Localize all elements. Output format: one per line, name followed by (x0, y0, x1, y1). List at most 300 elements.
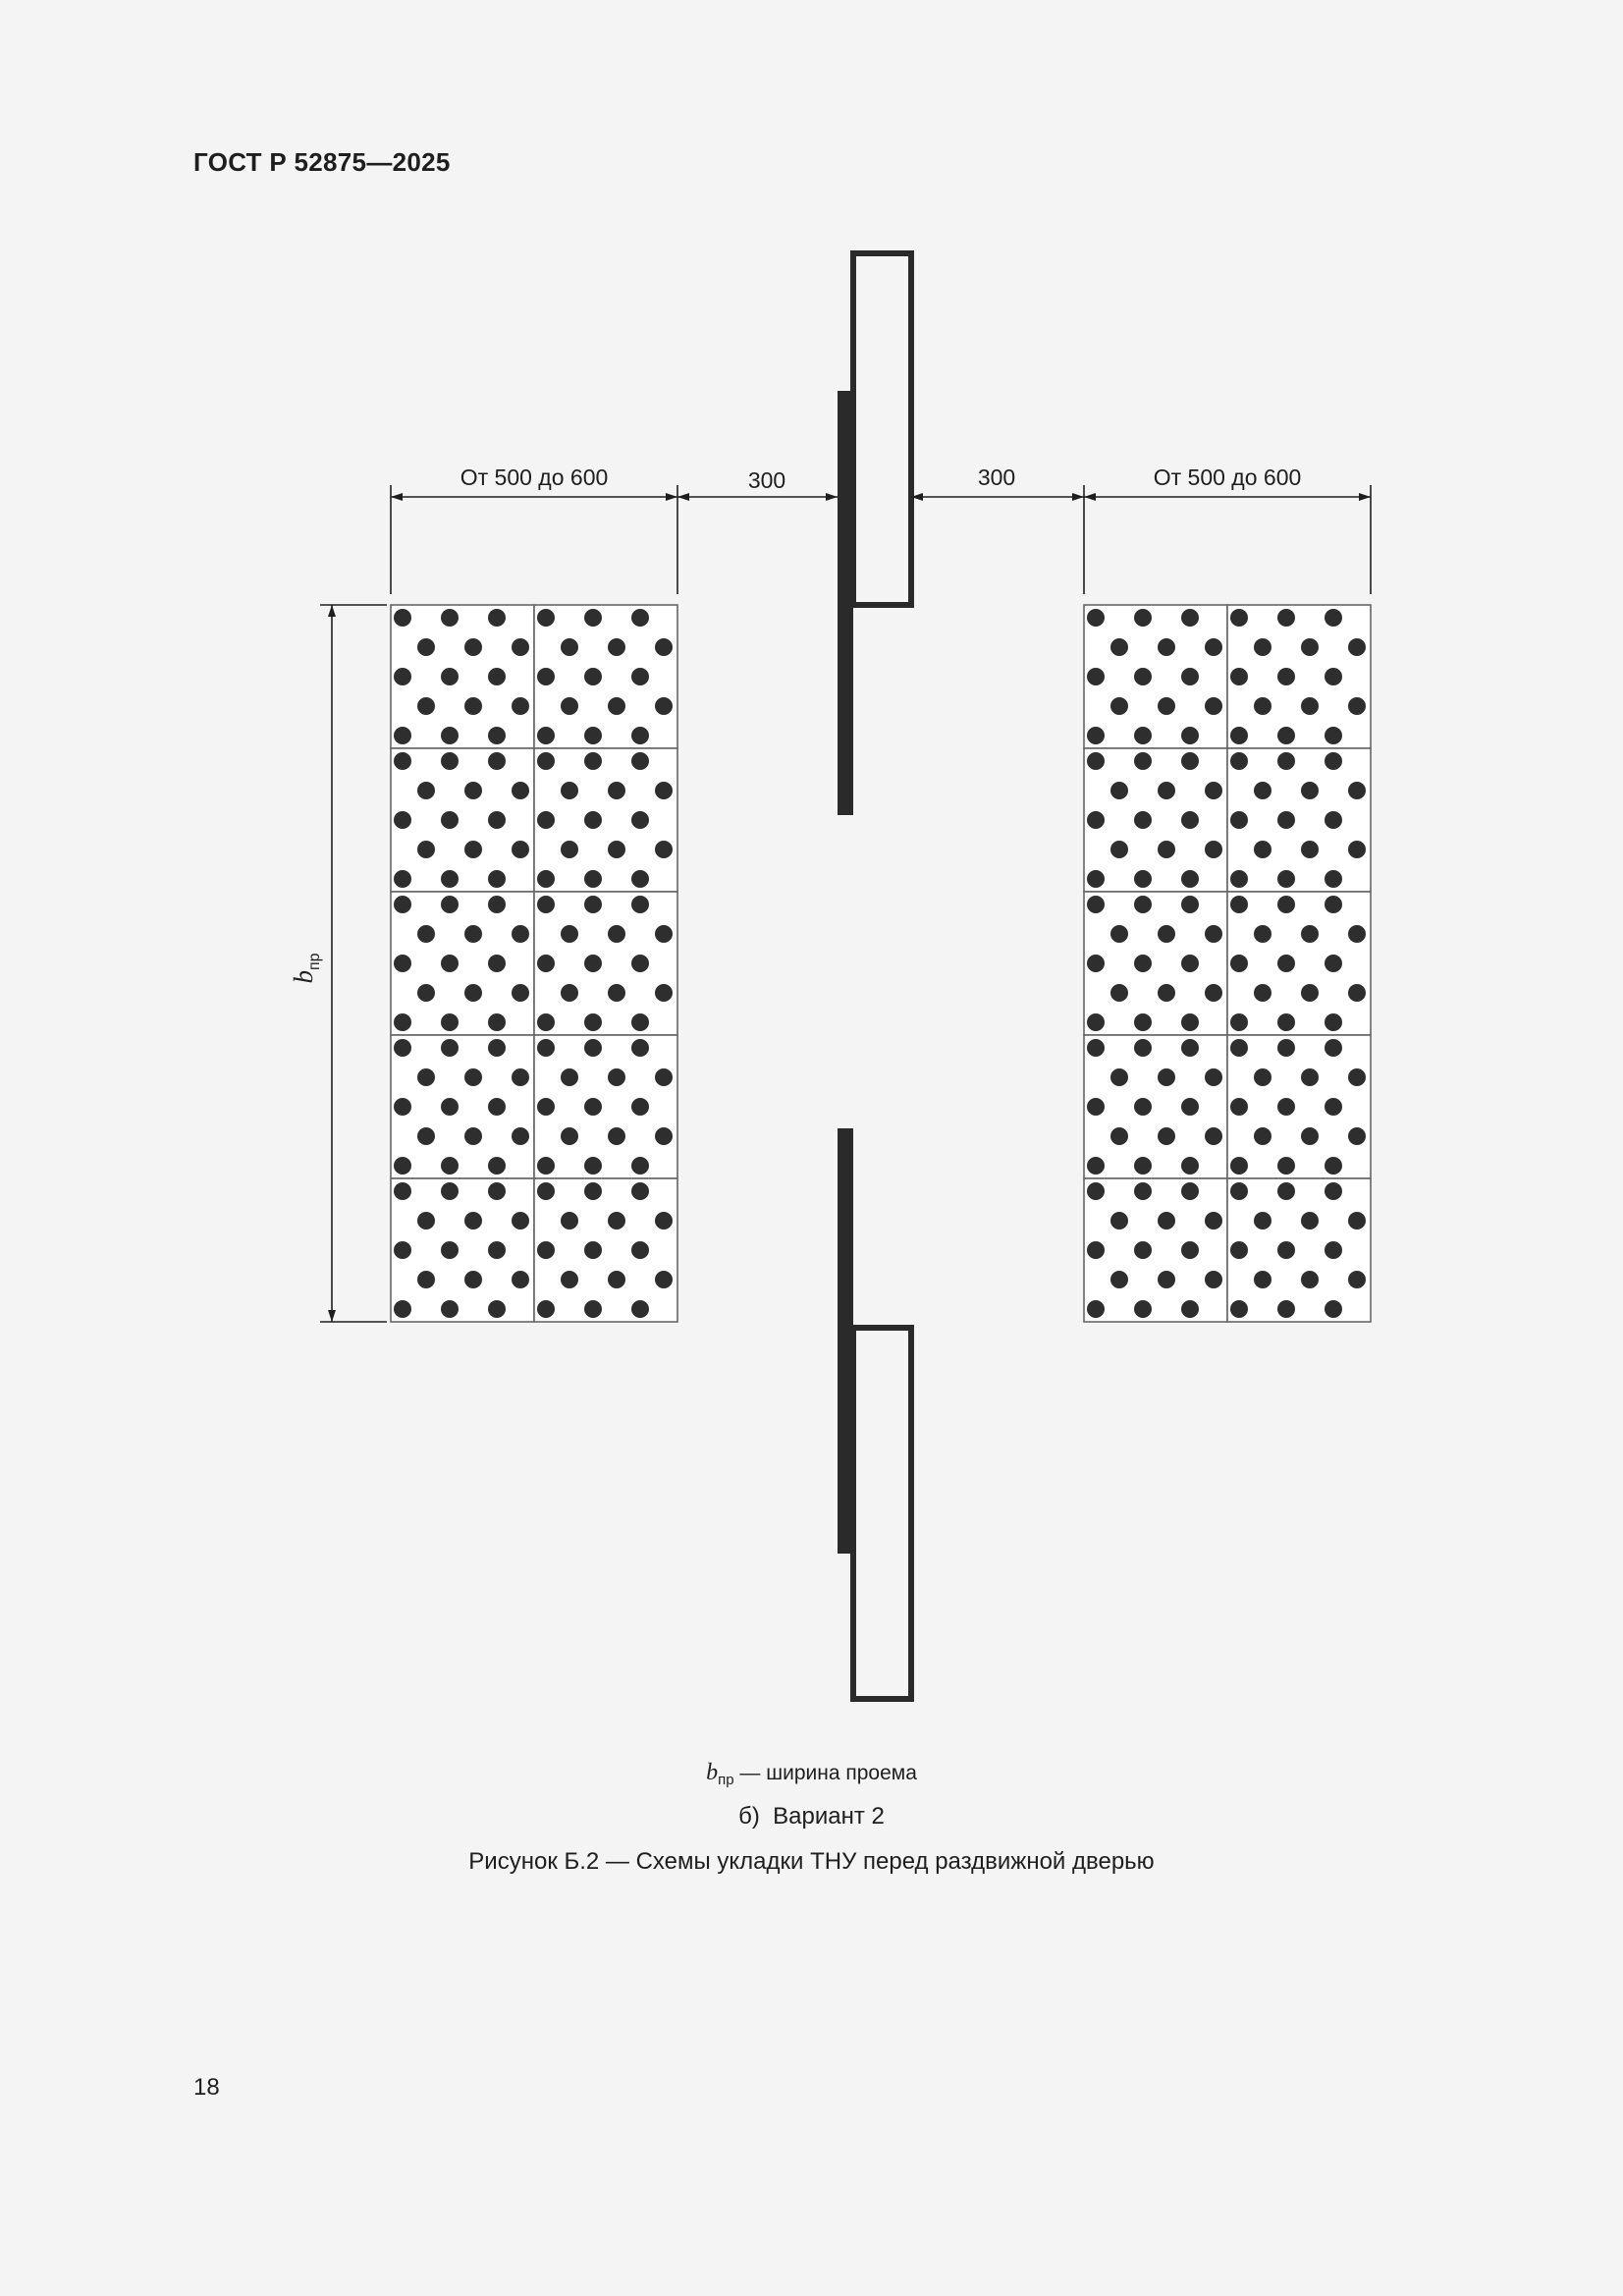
tactile-dot (537, 1157, 555, 1175)
tactile-dot (537, 668, 555, 685)
tactile-dot (1230, 609, 1248, 627)
tactile-dot (1158, 841, 1175, 858)
tactile-tile (534, 1035, 677, 1178)
tactile-dot (1277, 1182, 1295, 1200)
tactile-dot (584, 1098, 602, 1116)
tactile-tile (534, 1178, 677, 1322)
tactile-dot (1301, 782, 1319, 799)
tactile-dot (1277, 752, 1295, 770)
tactile-dot (1158, 1212, 1175, 1230)
tactile-dot (1301, 925, 1319, 943)
tactile-dot (1134, 896, 1152, 913)
figure-legend (0, 1760, 1623, 1788)
tactile-dot (464, 638, 482, 656)
tactile-dot (1254, 782, 1271, 799)
tactile-dot (512, 1068, 529, 1086)
tactile-dot (537, 1182, 555, 1200)
tactile-dot (394, 727, 411, 744)
tactile-dot (1087, 1098, 1105, 1116)
tactile-dot (1110, 1127, 1128, 1145)
tactile-dot (1230, 727, 1248, 744)
tactile-dot (1158, 697, 1175, 715)
tactile-dot (537, 955, 555, 972)
tactile-dot (1230, 752, 1248, 770)
tactile-dot (537, 752, 555, 770)
tactile-dot (488, 896, 506, 913)
tactile-dot (1158, 925, 1175, 943)
tactile-dot (608, 925, 625, 943)
tactile-dot (417, 1127, 435, 1145)
tactile-dot (1254, 638, 1271, 656)
tactile-dot (1110, 1068, 1128, 1086)
tactile-dot (441, 1013, 459, 1031)
tactile-dot (488, 1098, 506, 1116)
tactile-tile (391, 892, 534, 1035)
tactile-dot (464, 1212, 482, 1230)
tactile-tile (1227, 1035, 1371, 1178)
tactile-dot (1325, 609, 1342, 627)
tactile-dot (631, 1039, 649, 1057)
tactile-dot (488, 1157, 506, 1175)
tactile-dot (441, 955, 459, 972)
tactile-dot (1277, 1013, 1295, 1031)
tactile-dot (488, 955, 506, 972)
tactile-dot (561, 984, 578, 1002)
tactile-dot (1348, 1127, 1366, 1145)
tactile-dot (1181, 1039, 1199, 1057)
tactile-dot (561, 1271, 578, 1288)
tactile-dot (584, 1241, 602, 1259)
tactile-dot (464, 984, 482, 1002)
tactile-dot (394, 752, 411, 770)
tactile-dot (1181, 1241, 1199, 1259)
tactile-dot (631, 1182, 649, 1200)
tactile-dot (1230, 1241, 1248, 1259)
tactile-dot (537, 609, 555, 627)
tactile-dot (1254, 925, 1271, 943)
tactile-dot (394, 896, 411, 913)
tile-block-right (1084, 605, 1371, 1322)
tactile-dot (394, 609, 411, 627)
tactile-dot (1230, 1013, 1248, 1031)
tactile-dot (512, 638, 529, 656)
tactile-tile (1084, 1035, 1227, 1178)
tactile-dot (417, 1271, 435, 1288)
legend-description: — ширина проема (733, 1762, 917, 1784)
tactile-dot (488, 1300, 506, 1318)
tactile-dot (561, 782, 578, 799)
tactile-dot (1301, 984, 1319, 1002)
dim-label-opening-width (289, 953, 323, 983)
tactile-dot (1205, 638, 1222, 656)
tactile-dot (1110, 638, 1128, 656)
tactile-dot (394, 1013, 411, 1031)
tactile-dot (1110, 925, 1128, 943)
tactile-dot (1134, 609, 1152, 627)
tactile-dot (1134, 1013, 1152, 1031)
tactile-dot (1110, 697, 1128, 715)
tactile-dot (1230, 1098, 1248, 1116)
tactile-dot (537, 870, 555, 888)
tactile-dot (1110, 984, 1128, 1002)
tactile-dot (1325, 1157, 1342, 1175)
upper-door-panel (853, 253, 911, 605)
tactile-dot (537, 811, 555, 829)
tactile-dot (1301, 1212, 1319, 1230)
tactile-dot (512, 697, 529, 715)
tactile-dot (631, 609, 649, 627)
tactile-dot (584, 870, 602, 888)
tactile-dot (561, 1127, 578, 1145)
variant-label: б) Вариант 2 (738, 1803, 885, 1830)
tactile-dot (1181, 870, 1199, 888)
tactile-dot (417, 638, 435, 656)
tactile-dot (394, 870, 411, 888)
tactile-dot (1254, 984, 1271, 1002)
tactile-dot (1277, 1157, 1295, 1175)
tactile-dot (1277, 870, 1295, 888)
tactile-dot (1277, 1300, 1295, 1318)
tactile-dot (584, 1300, 602, 1318)
tactile-dot (1181, 1182, 1199, 1200)
tactile-dot (1134, 727, 1152, 744)
tactile-dot (417, 1068, 435, 1086)
dim-label-left-tile-width: От 500 до 600 (460, 465, 609, 490)
tactile-tile (1084, 605, 1227, 748)
tactile-dot (584, 1013, 602, 1031)
tactile-dot (1230, 896, 1248, 913)
tactile-tile (1084, 1178, 1227, 1322)
tactile-dot (537, 1241, 555, 1259)
tactile-dot (1348, 925, 1366, 943)
tactile-dot (394, 1241, 411, 1259)
tactile-dot (537, 1098, 555, 1116)
page-number: 18 (193, 2074, 220, 2101)
tactile-dot (1205, 1127, 1222, 1145)
tactile-dot (655, 1068, 673, 1086)
tactile-dot (655, 697, 673, 715)
tactile-dot (631, 1241, 649, 1259)
tactile-dot (1181, 752, 1199, 770)
tactile-dot (631, 1013, 649, 1031)
tactile-dot (1181, 896, 1199, 913)
tactile-dot (1134, 752, 1152, 770)
tactile-dot (584, 811, 602, 829)
tactile-dot (441, 1098, 459, 1116)
tactile-dot (1230, 1300, 1248, 1318)
tactile-dot (1277, 727, 1295, 744)
legend-symbol: b (706, 1760, 719, 1785)
tactile-dot (441, 609, 459, 627)
tactile-tile (1227, 605, 1371, 748)
tactile-dot (631, 896, 649, 913)
tactile-dot (655, 782, 673, 799)
tactile-dot (1348, 1271, 1366, 1288)
tactile-dot (1158, 638, 1175, 656)
tactile-dot (608, 697, 625, 715)
tactile-dot (441, 870, 459, 888)
tactile-dot (1110, 841, 1128, 858)
tactile-dot (584, 1039, 602, 1057)
tactile-dot (631, 955, 649, 972)
tactile-dot (1087, 1182, 1105, 1200)
tactile-dot (488, 1039, 506, 1057)
tactile-dot (537, 1039, 555, 1057)
opening-symbol: b (289, 970, 318, 984)
tactile-dot (512, 1127, 529, 1145)
tactile-dot (1205, 925, 1222, 943)
tactile-dot (394, 955, 411, 972)
tactile-dot (608, 638, 625, 656)
tactile-dot (584, 727, 602, 744)
tactile-dot (655, 925, 673, 943)
tactile-dot (441, 1300, 459, 1318)
tactile-dot (1325, 811, 1342, 829)
tactile-dot (488, 1241, 506, 1259)
tactile-dot (1158, 1127, 1175, 1145)
tactile-dot (1087, 896, 1105, 913)
tactile-dot (561, 1212, 578, 1230)
tactile-dot (512, 841, 529, 858)
tactile-dot (441, 727, 459, 744)
tactile-dot (394, 1157, 411, 1175)
tactile-dot (394, 1098, 411, 1116)
tactile-dot (1325, 727, 1342, 744)
tactile-dot (561, 638, 578, 656)
tactile-dot (441, 896, 459, 913)
tactile-dot (1087, 955, 1105, 972)
tactile-tile (1227, 892, 1371, 1035)
tactile-dot (584, 1157, 602, 1175)
tactile-dot (1301, 1127, 1319, 1145)
tactile-dot (394, 1182, 411, 1200)
legend-symbol-subscript: пр (718, 1772, 734, 1788)
tactile-dot (1181, 727, 1199, 744)
tactile-dot (1087, 1013, 1105, 1031)
tactile-dot (441, 811, 459, 829)
tactile-dot (417, 1212, 435, 1230)
tactile-dot (1134, 870, 1152, 888)
tactile-dot (1301, 1068, 1319, 1086)
tactile-dot (1181, 1300, 1199, 1318)
tactile-dot (584, 955, 602, 972)
tactile-dot (1134, 955, 1152, 972)
tactile-dot (1325, 1300, 1342, 1318)
tactile-dot (1205, 1212, 1222, 1230)
tactile-dot (464, 697, 482, 715)
tactile-dot (1087, 752, 1105, 770)
tactile-dot (417, 925, 435, 943)
tactile-dot (464, 782, 482, 799)
tactile-dot (1254, 841, 1271, 858)
tactile-dot (561, 925, 578, 943)
tactile-dot (417, 782, 435, 799)
tactile-dot (1230, 955, 1248, 972)
tactile-dot (1254, 697, 1271, 715)
lower-door (838, 1128, 911, 1699)
tactile-dot (1158, 1068, 1175, 1086)
tactile-dot (1277, 955, 1295, 972)
opening-symbol-subscript: пр (306, 953, 323, 971)
tactile-dot (631, 727, 649, 744)
tactile-dot (1181, 609, 1199, 627)
tactile-dot (488, 870, 506, 888)
tactile-tile (391, 605, 534, 748)
tactile-dot (537, 896, 555, 913)
tactile-dot (1277, 811, 1295, 829)
tactile-dot (1325, 955, 1342, 972)
tactile-tile (391, 1035, 534, 1178)
tactile-dot (417, 984, 435, 1002)
tactile-dot (1230, 1182, 1248, 1200)
tactile-dot (1134, 668, 1152, 685)
tactile-dot (488, 1182, 506, 1200)
tactile-dot (1348, 984, 1366, 1002)
tactile-dot (394, 668, 411, 685)
tactile-dot (1134, 811, 1152, 829)
tactile-tile (1084, 892, 1227, 1035)
tactile-dot (631, 668, 649, 685)
document-header: ГОСТ Р 52875—2025 (193, 147, 451, 177)
tactile-dot (1277, 1098, 1295, 1116)
tactile-tile (391, 748, 534, 892)
tactile-dot (608, 782, 625, 799)
tactile-dot (1205, 1068, 1222, 1086)
tactile-tile (1084, 748, 1227, 892)
tactile-dot (1158, 984, 1175, 1002)
tactile-dot (1087, 727, 1105, 744)
tactile-tile (534, 605, 677, 748)
tile-block-left (391, 605, 677, 1322)
tactile-dot (1134, 1098, 1152, 1116)
dim-label-right-gap: 300 (977, 465, 1016, 490)
tactile-dot (1158, 1271, 1175, 1288)
tactile-dot (394, 1039, 411, 1057)
tactile-dot (608, 1127, 625, 1145)
tactile-dot (1325, 668, 1342, 685)
tactile-dot (1110, 1212, 1128, 1230)
tactile-dot (488, 668, 506, 685)
tactile-dot (1087, 811, 1105, 829)
tactile-dot (1134, 1300, 1152, 1318)
tactile-dot (1348, 782, 1366, 799)
tactile-dot (441, 668, 459, 685)
tactile-dot (1134, 1182, 1152, 1200)
tactile-dot (1181, 668, 1199, 685)
tactile-dot (464, 1127, 482, 1145)
tactile-dot (1205, 782, 1222, 799)
tactile-dot (1277, 668, 1295, 685)
tactile-dot (584, 668, 602, 685)
tactile-dot (655, 1271, 673, 1288)
tactile-dot (1277, 1039, 1295, 1057)
tactile-dot (464, 925, 482, 943)
tactile-dot (488, 752, 506, 770)
tactile-tile (534, 892, 677, 1035)
tactile-dot (1277, 1241, 1295, 1259)
tactile-dot (655, 841, 673, 858)
tactile-dot (1134, 1157, 1152, 1175)
tactile-dot (608, 984, 625, 1002)
tactile-dot (584, 609, 602, 627)
tactile-dot (1348, 1212, 1366, 1230)
tactile-dot (631, 811, 649, 829)
tactile-dot (537, 1013, 555, 1031)
tactile-dot (441, 752, 459, 770)
tactile-dot (1254, 1212, 1271, 1230)
tactile-dot (1087, 1241, 1105, 1259)
dim-label-left-gap: 300 (747, 467, 786, 493)
tactile-dot (417, 841, 435, 858)
tactile-dot (512, 782, 529, 799)
tactile-dot (1181, 1013, 1199, 1031)
tactile-dot (584, 752, 602, 770)
tactile-dot (561, 841, 578, 858)
tactile-dot (441, 1182, 459, 1200)
figure-caption: Рисунок Б.2 — Схемы укладки ТНУ перед раздвижной дверью (468, 1848, 1155, 1875)
tactile-dot (1348, 638, 1366, 656)
tactile-dot (1087, 1157, 1105, 1175)
tactile-dot (488, 727, 506, 744)
tactile-dot (1230, 870, 1248, 888)
tactile-dot (417, 697, 435, 715)
tactile-dot (1325, 870, 1342, 888)
tactile-dot (1325, 1241, 1342, 1259)
tactile-dot (1325, 1039, 1342, 1057)
tactile-dot (1087, 668, 1105, 685)
tactile-dot (1087, 609, 1105, 627)
tactile-dot (1181, 811, 1199, 829)
tactile-dot (1181, 1098, 1199, 1116)
tactile-dot (1301, 638, 1319, 656)
tactile-dot (1158, 782, 1175, 799)
tactile-dot (1301, 1271, 1319, 1288)
tactile-dot (1181, 955, 1199, 972)
tactile-dot (1325, 1098, 1342, 1116)
tactile-dot (464, 1068, 482, 1086)
tactile-dot (1110, 1271, 1128, 1288)
tactile-dot (488, 609, 506, 627)
tactile-dot (1230, 1039, 1248, 1057)
tactile-dot (1325, 1182, 1342, 1200)
upper-door (838, 253, 911, 815)
tactile-dot (608, 841, 625, 858)
tactile-dot (512, 984, 529, 1002)
tactile-dot (1348, 697, 1366, 715)
tactile-dot (1230, 1157, 1248, 1175)
tactile-dot (631, 1300, 649, 1318)
tactile-dot (441, 1039, 459, 1057)
tactile-dot (537, 727, 555, 744)
tactile-dot (631, 752, 649, 770)
tactile-dot (1301, 841, 1319, 858)
tactile-dot (488, 1013, 506, 1031)
tactile-dot (1205, 697, 1222, 715)
tactile-dot (1254, 1127, 1271, 1145)
tactile-dot (1277, 609, 1295, 627)
tactile-tile (391, 1178, 534, 1322)
tactile-dot (1325, 896, 1342, 913)
tactile-dot (655, 638, 673, 656)
upper-door-wall (838, 391, 853, 815)
tactile-dot (1348, 1068, 1366, 1086)
tactile-dot (1301, 697, 1319, 715)
tactile-dot (1134, 1241, 1152, 1259)
tactile-dot (608, 1068, 625, 1086)
tactile-dot (512, 1212, 529, 1230)
tactile-dot (561, 1068, 578, 1086)
tactile-dot (1087, 1300, 1105, 1318)
